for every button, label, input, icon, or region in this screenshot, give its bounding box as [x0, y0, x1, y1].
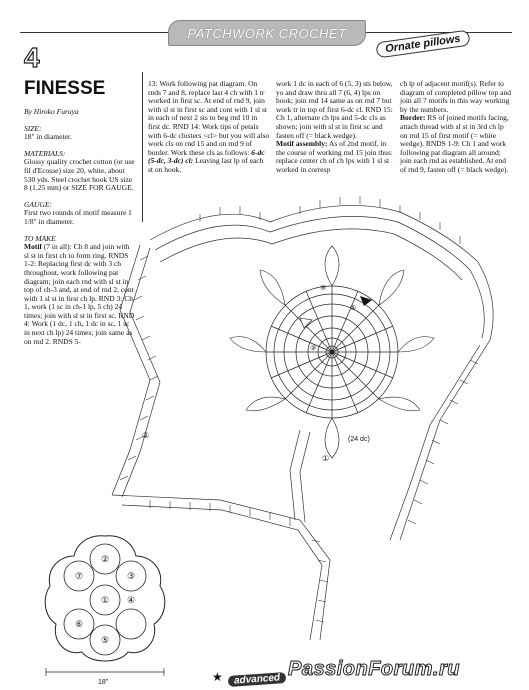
- pillow-layout-diagram: [40, 532, 170, 687]
- dimension-label: 18": [98, 679, 109, 686]
- make-heading: TO MAKE: [24, 233, 56, 243]
- page-title: FINESSE: [24, 78, 106, 99]
- gauge-text: First two rounds of motif measure 1 1/8" in diameter.: [24, 208, 132, 226]
- marker-round-9: ⑨: [320, 285, 327, 292]
- marker-round-3: ③: [310, 345, 317, 352]
- motif-rosette: [266, 286, 398, 418]
- rounds-text-c: Leaving last lp of each st on hook,: [148, 156, 264, 174]
- diagram-labels: [142, 284, 370, 463]
- author-line: By Hiroko Furuya: [24, 107, 79, 116]
- materials-heading: MATERIALS:: [24, 148, 66, 158]
- layout-number: ⑥: [74, 619, 84, 629]
- motif-lead: Motif: [24, 242, 42, 252]
- cluster-lead: 6-dc (5-dc, 3-dc) cl:: [148, 147, 265, 166]
- marker-motif-1: ①: [322, 454, 330, 463]
- materials-text: Glossy quality crochet cotton (or use fil d'Ecosse) size 20, white, about 530 yds. Steel crochet hook US size 8 (1.25 mm) or SIZE FOR GAUGE.: [24, 157, 135, 193]
- column-4-text: ch lp of adjacent motif(s). Refer to diagram of completed pillow top and join all 7 motifs in this way working by the numbers.: [400, 79, 512, 114]
- marker-motif-2: ②: [142, 431, 150, 440]
- size-text: 18" in diameter.: [24, 132, 72, 142]
- black-wedge-marker: [360, 296, 372, 306]
- dimension-line: [46, 668, 164, 676]
- layout-number: ⑦: [74, 571, 84, 581]
- marker-round-5: ⑤: [350, 305, 357, 312]
- motif-text: (7 in all): Ch 8 and join with sl st in first ch to form ring. RNDS 1-2: Replacing first dc with 3 ch throughout, work following pat diagram; join each rnd with sl st in top of ch-3 and, at end of rnd 2, cont with 1 sl st in first ch lp. RND 3: Ch 1, work (1 sc in ch-1 lp, 5 ch) 24 times; join with sl st in first sc. RND 4: Work (1 dc, 1 ch, 1 dc in sc, 1 sc in next ch lp) 24 times; join same as on rnd 2. RNDS 5-: [24, 242, 135, 346]
- difficulty-badge: advanced: [228, 672, 287, 687]
- layout-circle: [116, 609, 146, 639]
- layout-number: ①: [100, 595, 110, 605]
- rounds-text-a: 13: Work following pat diagram. On rnds 7 and 8, replace last 4 ch with 1 tr worked in first sc. At end of rnd 9, join with sl st in first sc and cont with 1 sl st in each of next 2 sts to beg rnd 10 in first dc. RND 14: Work tips of petals with 6-dc clusters <cl> but you will also work cls on rnd 15 and on rnd 9 of border. Work these cls as follows:: [148, 79, 270, 157]
- pattern-number: 4: [24, 42, 40, 73]
- watermark: PassionForum.ru: [288, 658, 460, 680]
- assembly-text: As of 2nd motif, in the course of working rnd 15 join thus: replace center ch of ch lps with 1 sl st worked in corresp: [276, 139, 393, 174]
- column-3-text: work 1 dc in each of 6 (5, 3) sts below, yo and draw thru all 7 (6, 4) lps on hook; join rnd 14 same as on rnd 7 but work tr in top of first 6-dc cl. RND 15: Ch 1, alternate ch lps and 5-dc cls as shown; join with sl st in first sc and fasten off (= black wedge).: [276, 79, 393, 140]
- layout-number: ④: [126, 595, 136, 605]
- layout-number: ⑤: [100, 635, 110, 645]
- star-icon: ★: [212, 670, 223, 684]
- layout-number: ③: [126, 571, 136, 581]
- size-heading: SIZE:: [24, 123, 42, 133]
- stitch-count-note: (24 dc): [348, 436, 370, 443]
- border-lead: Border:: [400, 113, 426, 123]
- banner-text: PATCHWORK CROCHET: [187, 25, 347, 41]
- border-text: RS of joined motifs facing, attach thread with sl st in 3rd ch lp on rnd 15 of first motif (= white wedge). RNDS 1-9: Ch 1 and work following pat diagram all around; join each rnd as established. At end of rnd 9, fasten off (= black wedge).: [400, 113, 509, 174]
- layout-number: ②: [100, 554, 110, 564]
- assembly-lead: Motif assembly:: [276, 139, 328, 149]
- section-tag: Ornate pillows: [375, 30, 470, 59]
- layout-numbers: [75, 554, 135, 645]
- gauge-heading: GAUGE:: [24, 199, 52, 209]
